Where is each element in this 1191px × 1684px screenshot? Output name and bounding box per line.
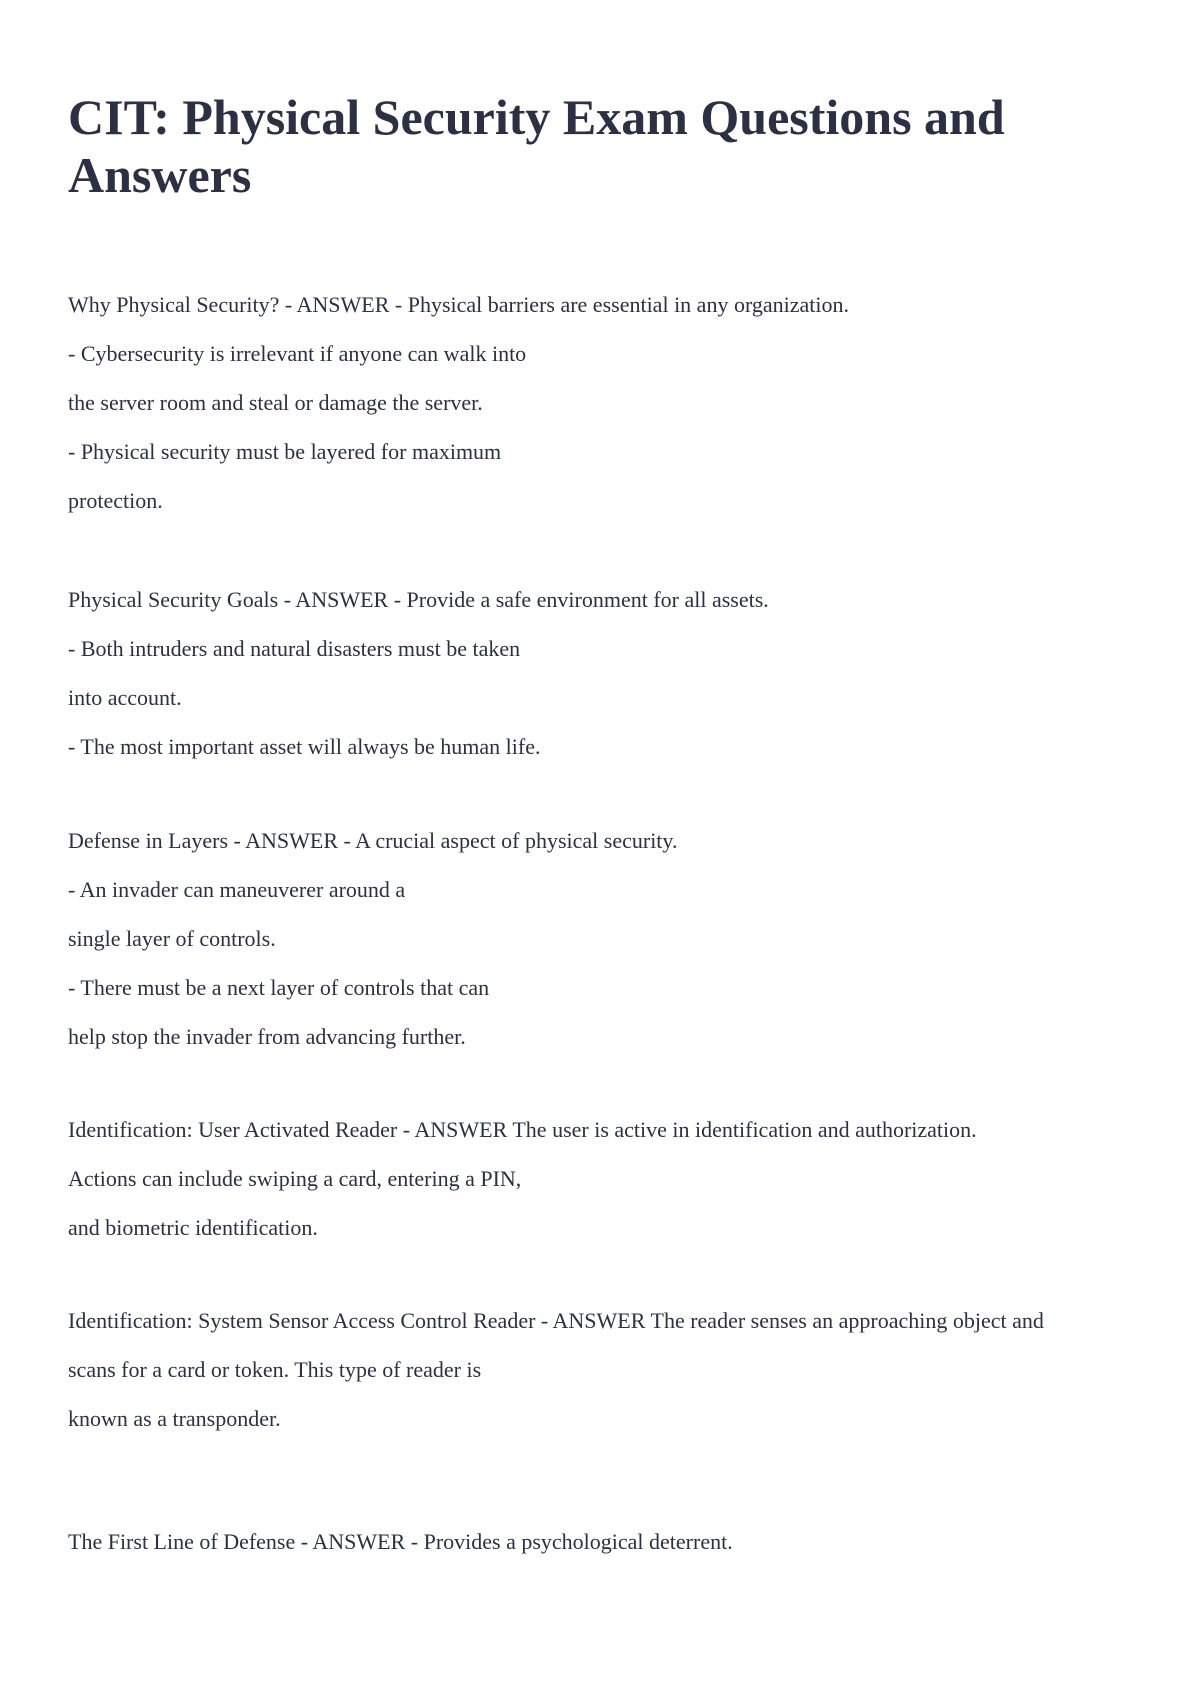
entry-line: protection. <box>68 488 163 513</box>
entry-line: - Cybersecurity is irrelevant if anyone can walk into <box>68 341 527 366</box>
entry-line: help stop the invader from advancing further. <box>68 1024 466 1049</box>
entry-line: - The most important asset will always be human life. <box>68 734 541 759</box>
entry-line: Physical Security Goals - ANSWER - Provide a safe environment for all assets. <box>68 587 769 612</box>
entry-line: The First Line of Defense - ANSWER - Provides a psychological deterrent. <box>68 1529 733 1554</box>
qa-entry-user-activated-reader <box>68 1115 1128 1242</box>
entry-line: - Physical security must be layered for maximum <box>68 439 502 464</box>
entry-line: Actions can include swiping a card, entering a PIN, <box>68 1166 522 1191</box>
entry-line: Defense in Layers - ANSWER - A crucial aspect of physical security. <box>68 828 678 853</box>
qa-entry-system-sensor-reader <box>68 1306 1128 1433</box>
entry-line: - Both intruders and natural disasters must be taken <box>68 636 521 661</box>
entry-line: - An invader can maneuverer around a <box>68 877 406 902</box>
qa-entry-defense-in-layers <box>68 826 1128 1051</box>
entry-line: and biometric identification. <box>68 1215 318 1240</box>
document-title: CIT: Physical Security Exam Questions and Answers <box>68 89 1005 203</box>
qa-entry-physical-security-goals <box>68 585 1128 761</box>
entry-line: Identification: User Activated Reader - ANSWER The user is active in identification and authorization. <box>68 1117 977 1142</box>
entry-line: Identification: System Sensor Access Control Reader - ANSWER The reader senses an approaching object and <box>68 1308 1044 1333</box>
entry-line: - There must be a next layer of controls that can <box>68 975 490 1000</box>
entry-line: known as a transponder. <box>68 1406 281 1431</box>
entry-line: single layer of controls. <box>68 926 276 951</box>
entry-line: Why Physical Security? - ANSWER - Physical barriers are essential in any organization. <box>68 292 849 317</box>
qa-entry-first-line-of-defense <box>68 1527 1128 1556</box>
entry-line: the server room and steal or damage the server. <box>68 390 483 415</box>
entry-line: scans for a card or token. This type of reader is <box>68 1357 482 1382</box>
qa-entry-why-physical-security <box>68 290 1128 515</box>
entry-line: into account. <box>68 685 182 710</box>
